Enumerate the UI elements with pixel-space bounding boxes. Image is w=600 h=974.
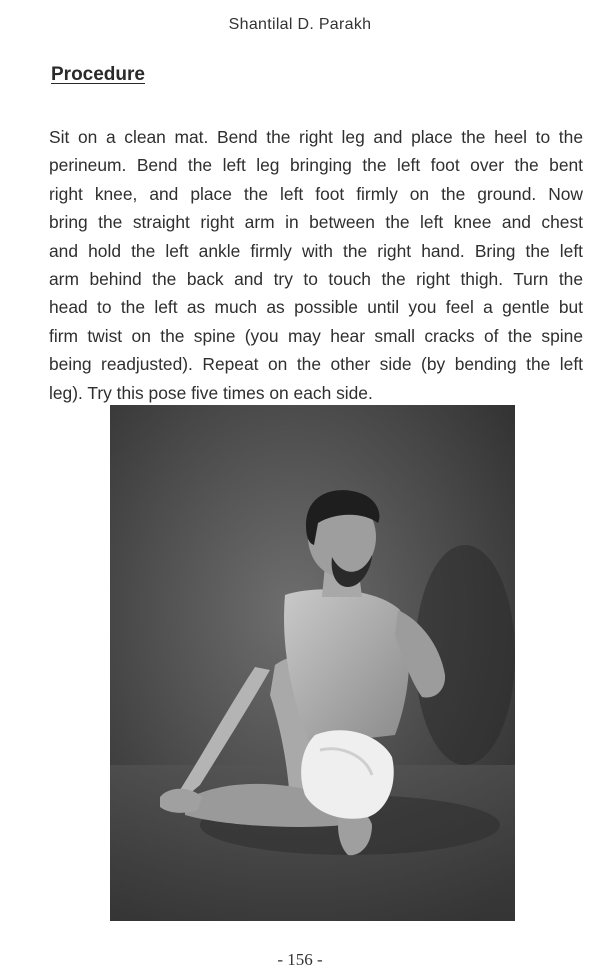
- paragraph-line: leg). Try this pose five times on each side.: [49, 382, 373, 403]
- paragraph-line: Sit on a clean mat. Bend the right leg and place the heel to the: [49, 127, 583, 147]
- paragraph-line: being readjusted). Repeat on the other side (by bending the left: [49, 354, 583, 375]
- paragraph-line: perineum. Bend the left leg bringing the left foot over the bent: [49, 155, 583, 176]
- section-heading: Procedure: [51, 64, 145, 85]
- running-header-author: Shantilal D. Parakh: [228, 16, 372, 33]
- paragraph-line: head to the left as much as possible until you feel a gentle but: [49, 297, 583, 318]
- page-number: - 156 -: [277, 950, 323, 969]
- pose-photograph: [110, 405, 515, 921]
- paragraph-line: firm twist on the spine (you may hear small cracks of the spine: [49, 325, 583, 346]
- paragraph-line: bring the straight right arm in between the left knee and chest: [49, 212, 583, 233]
- paragraph-line: arm behind the back and try to touch the right thigh. Turn the: [49, 269, 583, 290]
- paragraph-line: right knee, and place the left foot firmly on the ground. Now: [49, 183, 583, 204]
- procedure-paragraph: [49, 123, 583, 407]
- paragraph-line: and hold the left ankle firmly with the right hand. Bring the left: [49, 240, 583, 261]
